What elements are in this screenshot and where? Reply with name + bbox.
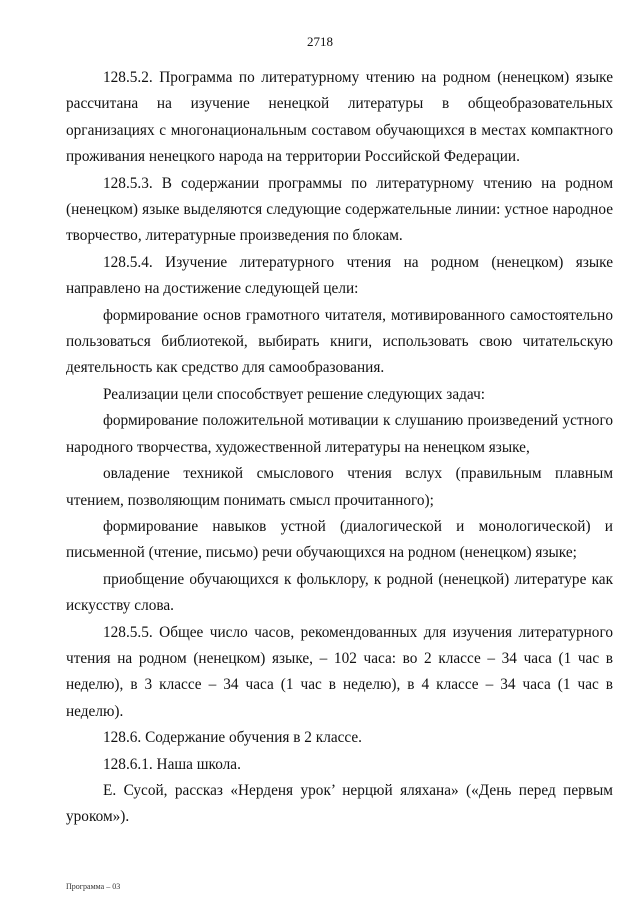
paragraph-128-6: 128.6. Содержание обучения в 2 классе. [103, 729, 363, 747]
paragraph-task-motivation: формирование положительной мотивации к слушанию произведений устного народного творчества, художественной литературы на ненецком языке, [66, 412, 613, 456]
paragraph-128-5-5: 128.5.5. Общее число часов, рекомендованных для изучения литературного чтения на родном (ненецком) языке, – 102 часа: во 2 классе – 34 часа (1 час в неделю), в 3 классе – 34 часа (1 час в неделю), в 4 классе – 34 часа (1 час в неделю). [66, 623, 613, 720]
footer-label: Программа – 03 [66, 882, 121, 891]
paragraph-task-speech: формирование навыков устной (диалогической и монологической) и письменной (чтение, письмо) речи обучающихся на родном (ненецком) языке; [66, 517, 613, 562]
paragraph-task-folklore: приобщение обучающихся к фольклору, к родной (ненецкой) литературе как искусству слова. [66, 570, 613, 615]
document-body [66, 65, 613, 831]
paragraph-128-6-1: 128.6.1. Наша школа. [103, 755, 241, 773]
paragraph-128-5-2: 128.5.2. Программа по литературному чтению на родном (ненецком) языке рассчитана на изучение ненецкой литературы в общеобразовательных организациях с многонациональным составом обучающихся в местах компактного проживания ненецкого народа на территории Российской Федерации. [66, 69, 613, 166]
paragraph-task-reading: овладение техникой смыслового чтения вслух (правильным плавным чтением, позволяющим понимать смысл прочитанного); [66, 465, 613, 509]
page-number: 2718 [307, 34, 333, 49]
paragraph-tasks-intro: Реализации цели способствует решение следующих задач: [103, 385, 486, 403]
paragraph-story: Е. Сусой, рассказ «Нерденя урок’ нерцюй яляхана» («День перед первым уроком»). [66, 781, 613, 826]
paragraph-128-5-4: 128.5.4. Изучение литературного чтения на родном (ненецком) языке направлено на достижение следующей цели: [66, 253, 613, 298]
paragraph-goal: формирование основ грамотного читателя, мотивированного самостоятельно пользоваться библиотекой, выбирать книги, использовать свою читательскую деятельность как средство для самообразования. [66, 306, 613, 377]
paragraph-128-5-3: 128.5.3. В содержании программы по литературному чтению на родном (ненецком) языке выделяются следующие содержательные линии: устное народное творчество, литературные произведения по блокам. [66, 174, 613, 245]
